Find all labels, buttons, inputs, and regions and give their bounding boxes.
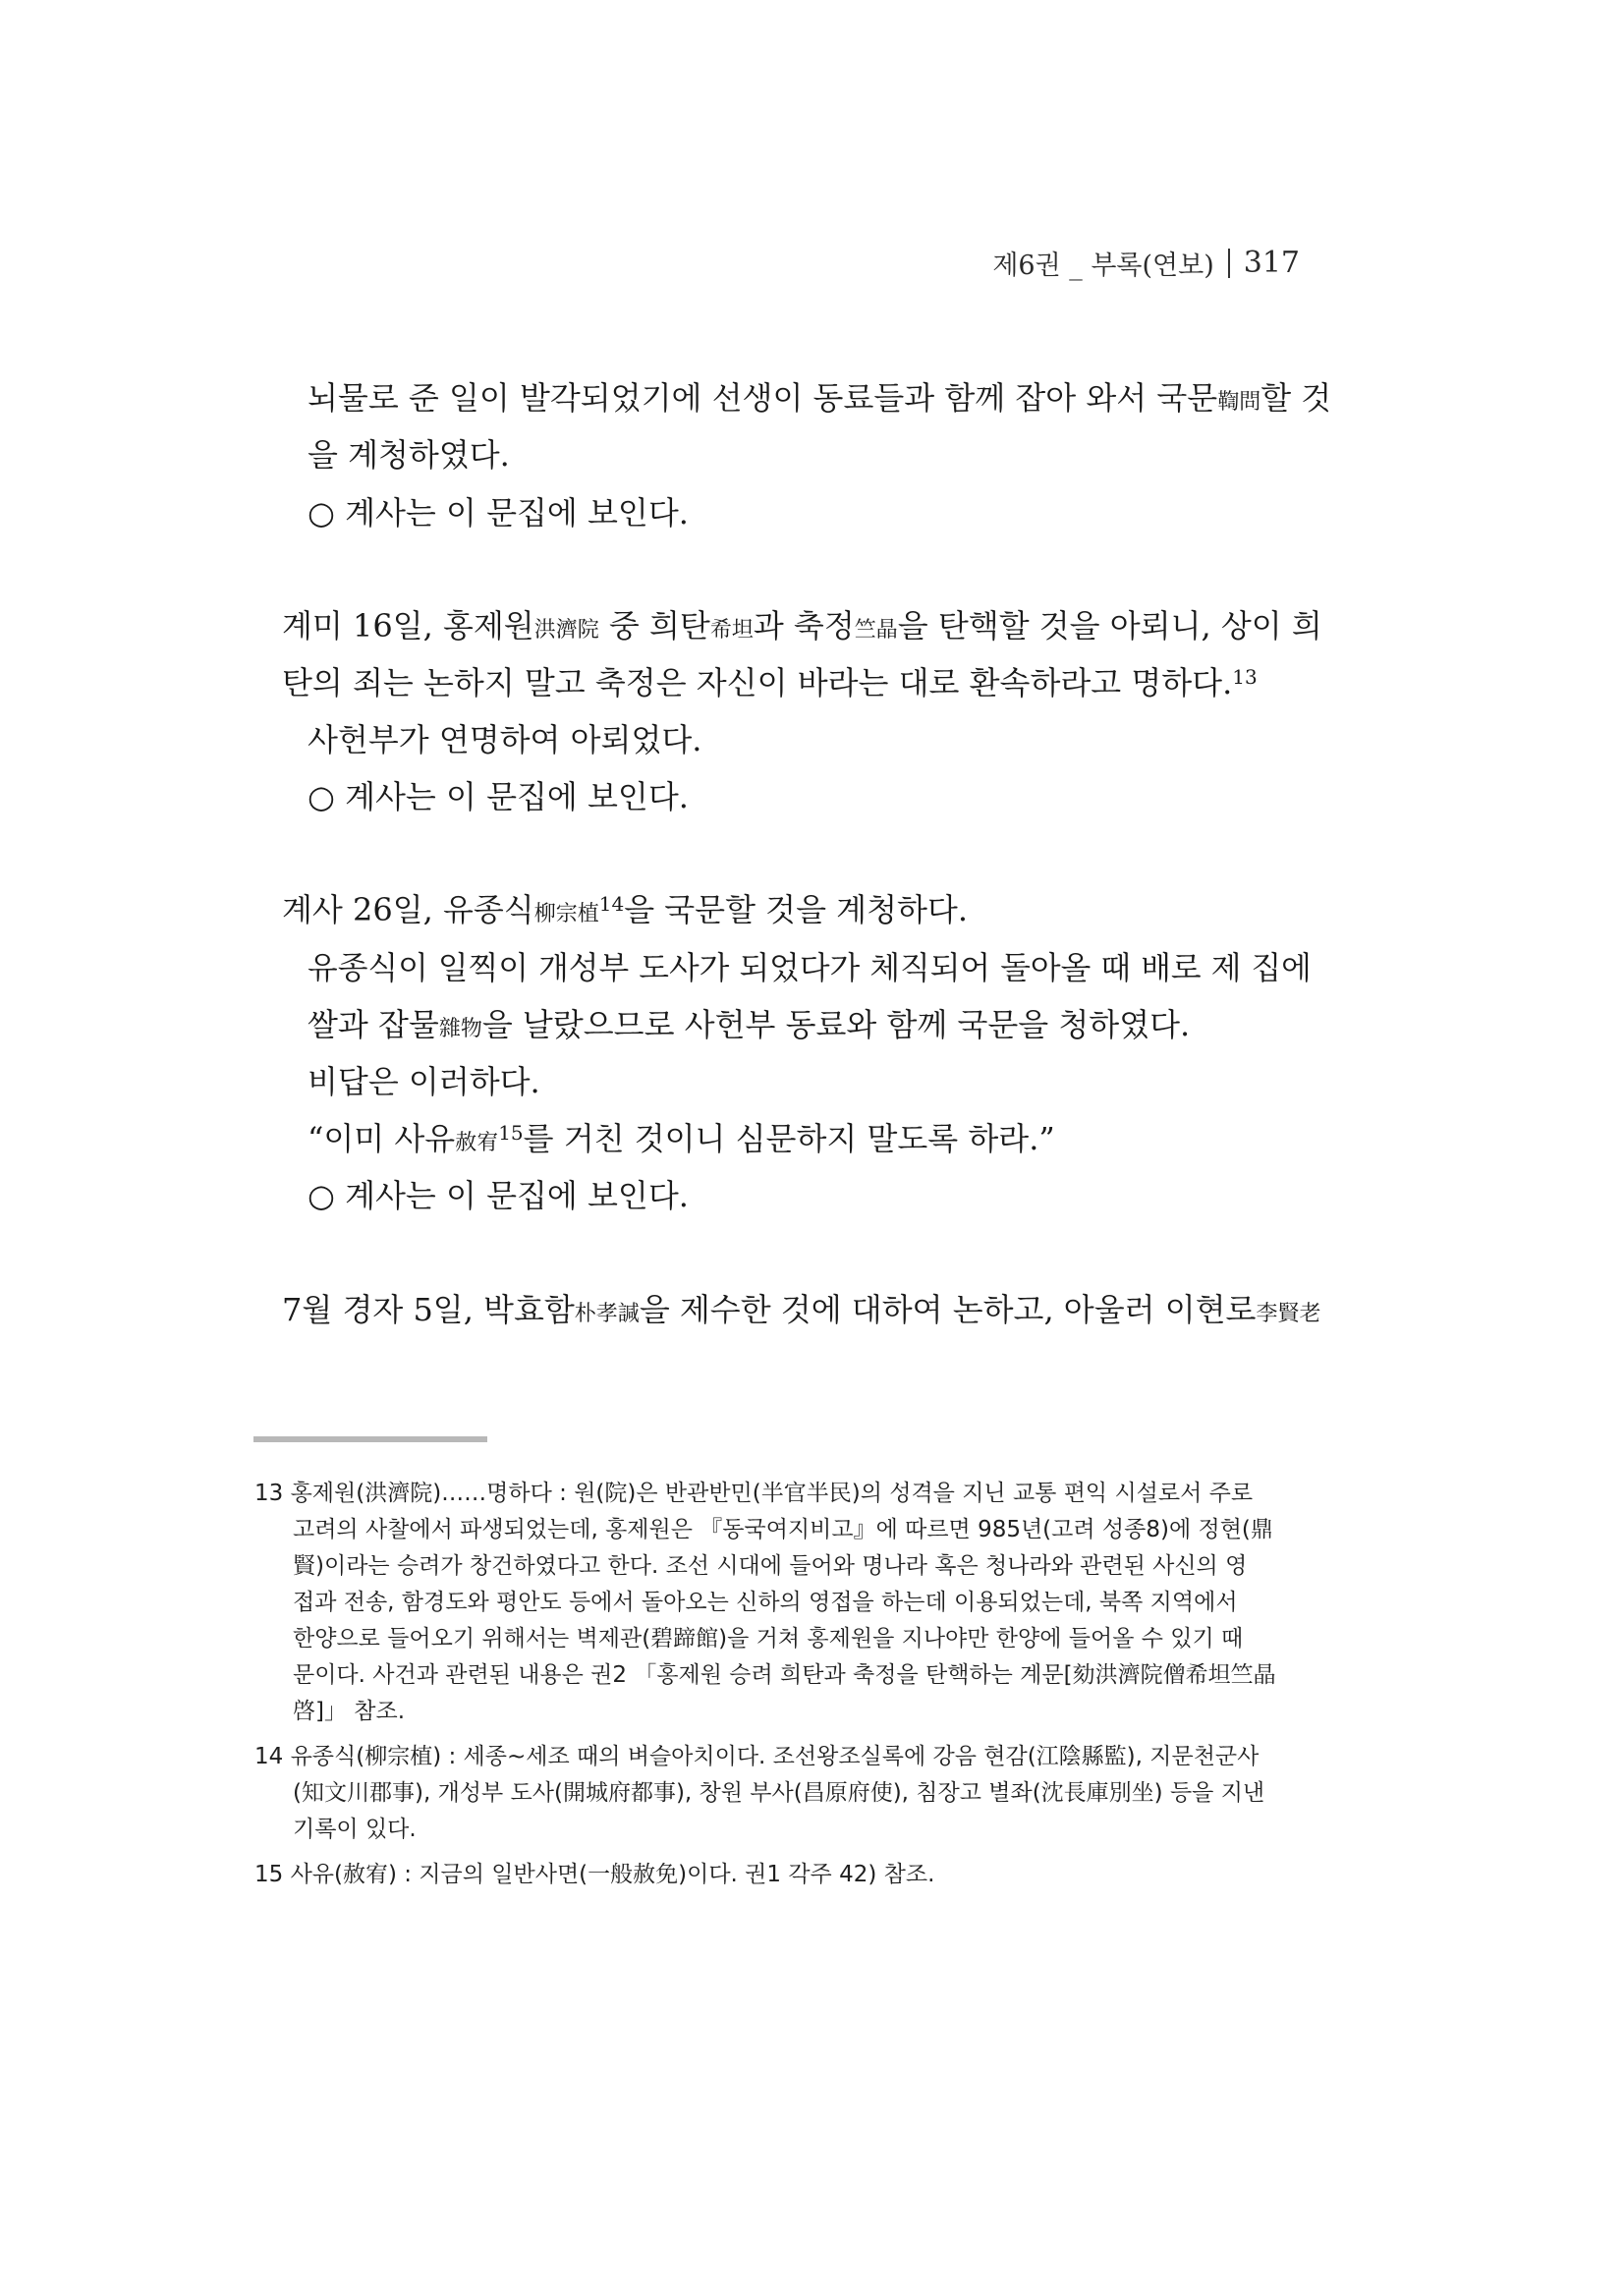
text-line: ○ 계사는 이 문집에 보인다. [308,494,689,532]
hanja-gloss: 鞫問 [1217,390,1261,415]
hanja-gloss: 洪濟院 [533,618,599,643]
hanja-gloss: 朴孝諴 [574,1302,640,1326]
footnote-14-line: (知文川郡事), 개성부 도사(開城府都事), 창원 부사(昌原府使), 침장고 별좌(沈長庫別坐) 등을 지낸 [293,1780,1265,1806]
footnote-13-line: 啓]」 참조. [293,1699,406,1724]
text-line: 비답은 이러하다. [308,1063,540,1100]
entry-heading-line: 7월 경자 5일, 박효함朴孝諴을 제수한 것에 대하여 논하고, 아울러 이현로李賢老 [282,1291,1321,1328]
text-line: 쌀과 잡물雜物을 날랐으므로 사헌부 동료와 함께 국문을 청하였다. [308,1006,1191,1043]
text-line: 사헌부가 연명하여 아뢰었다. [308,721,702,758]
text-run: 뇌물로 준 일이 발각되었기에 선생이 동료들과 함께 잡아 와서 국문鞫問할 것 [308,379,1332,417]
header-divider [1228,249,1230,278]
entry-heading-line: 탄의 죄는 논하지 말고 축정은 자신이 바라는 대로 환속하라고 명하다.$^{13}$ [282,664,1258,701]
hanja-gloss: 李賢老 [1256,1302,1321,1326]
text-line [308,378,1332,422]
hanja-gloss: 赦宥 [455,1131,499,1155]
text-line: ○ 계사는 이 문집에 보인다. [308,778,689,815]
entry-heading-line: 계사 26일, 유종식柳宗植$^{14}$을 국문할 것을 계청하다. [282,891,968,928]
footnote-14-line: 기록이 있다. [293,1817,417,1842]
text-line: 유종식이 일찍이 개성부 도사가 되었다가 체직되어 돌아올 때 배로 제 집에 [308,949,1312,986]
footnote-13-line: 접과 전송, 함경도와 평안도 등에서 돌아오는 신하의 영접을 하는데 이용되었는데, 북쪽 지역에서 [293,1590,1238,1615]
quote-line: “이미 사유赦宥$^{15}$를 거친 것이니 심문하지 말도록 하라.” [308,1120,1055,1157]
text-line: 을 계청하였다. [308,436,510,474]
running-title: 제6권 _ 부록(연보) [992,251,1214,281]
running-header [992,244,1300,282]
footnote-marker[interactable]: 15 [498,1121,524,1145]
footnote-marker[interactable]: 14 [598,892,625,916]
hanja-gloss: 柳宗植 [533,902,599,926]
footnote-14-line: 14 유종식(柳宗植) : 세종~세조 때의 벼슬아치이다. 조선왕조실록에 강음 현감(江陰縣監), 지문천군사 [254,1744,1260,1769]
entry-heading-line: 계미 16일, 홍제원洪濟院 중 희탄希坦과 축정竺晶을 탄핵할 것을 아뢰니, 상이 희 [282,607,1322,644]
hanja-gloss: 竺晶 [854,618,898,643]
footnote-13-line: 문이다. 사건과 관련된 내용은 권2 「홍제원 승려 희탄과 축정을 탄핵하는 계문[劾洪濟院僧希坦竺晶 [293,1662,1276,1688]
hanja-gloss: 希坦 [709,618,754,643]
footnote-13-line: 賢)이라는 승려가 창건하였다고 한다. 조선 시대에 들어와 명나라 혹은 청나라와 관련된 사신의 영 [293,1553,1248,1579]
footnote-13-line: 한양으로 들어오기 위해서는 벽제관(碧蹄館)을 거쳐 홍제원을 지나야만 한양에 들어올 수 있기 때 [293,1626,1244,1652]
footnote-13-line: 13 홍제원(洪濟院)……명하다 : 원(院)은 반관반민(半官半民)의 성격을 지닌 교통 편익 시설로서 주로 [254,1481,1254,1506]
hanja-gloss: 雜物 [438,1017,482,1041]
text-line: ○ 계사는 이 문집에 보인다. [308,1177,689,1214]
footnote-13-line: 고려의 사찰에서 파생되었는데, 홍제원은 『동국여지비고』에 따르면 985년(고려 성종8)에 정현(鼎 [293,1517,1273,1542]
page-number: 317 [1243,246,1300,280]
footnote-marker[interactable]: 13 [1232,665,1258,689]
footnote-15-line: 15 사유(赦宥) : 지금의 일반사면(一般赦免)이다. 권1 각주 42) 참조. [254,1862,935,1887]
footnote-separator [253,1436,487,1442]
